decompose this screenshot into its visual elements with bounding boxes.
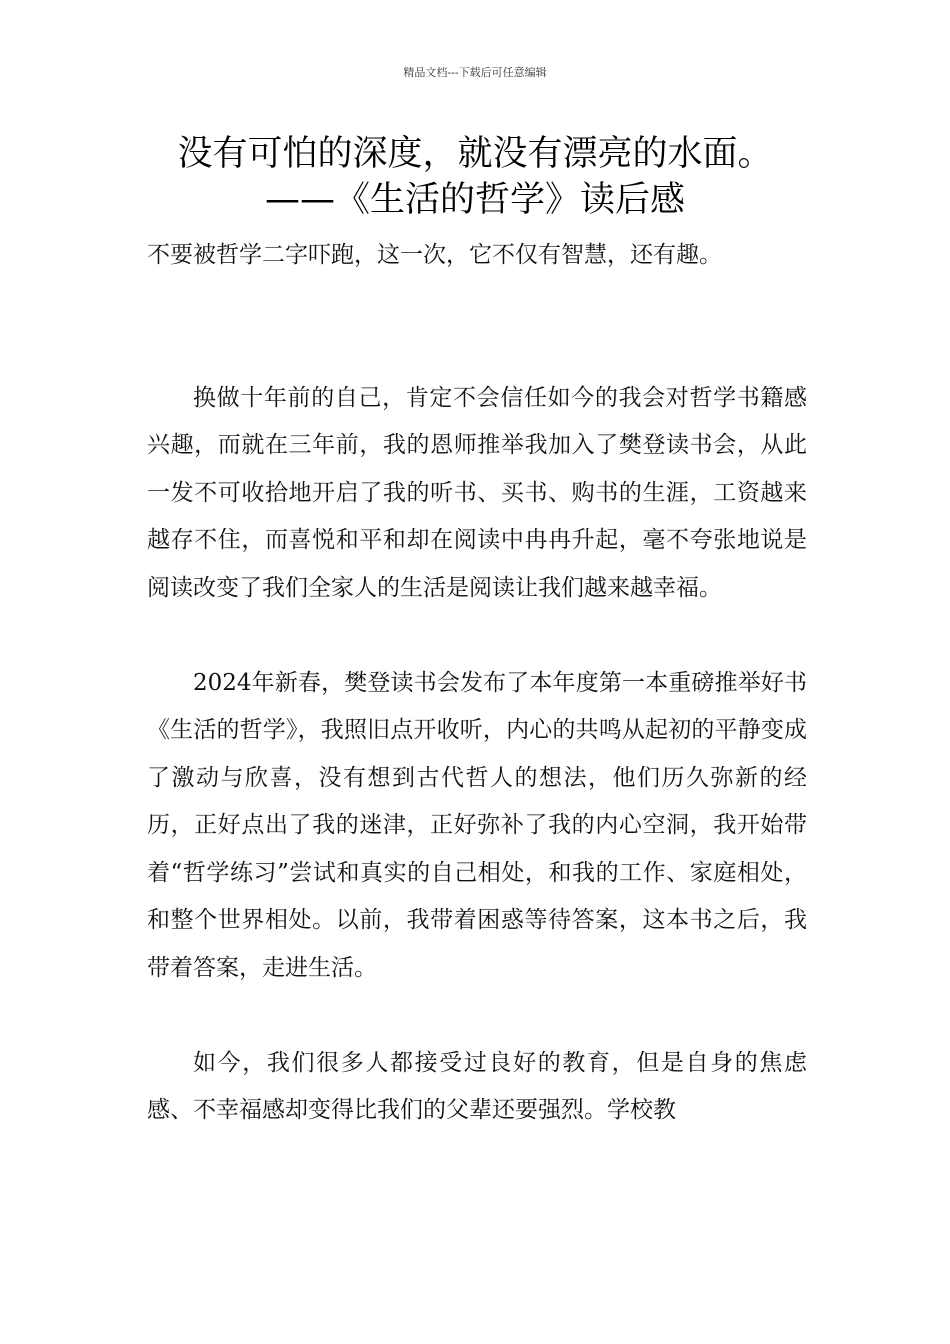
paragraph-3: 如今，我们很多人都接受过良好的教育，但是自身的焦虑感、不幸福感却变得比我们的父辈还要强烈。学校教: [147, 1049, 807, 1123]
paragraph-gap: [147, 327, 807, 375]
paragraph-gap: [147, 992, 807, 1040]
paragraph-gap: [147, 280, 807, 328]
body-content: [147, 232, 807, 1135]
title-line-2: ——《生活的哲学》读后感: [264, 180, 685, 220]
header-note: 精品文档---下载后可任意编辑: [403, 66, 547, 79]
paragraph-gap: [147, 612, 807, 660]
paragraph-intro: 不要被哲学二字吓跑，这一次，它不仅有智慧，还有趣。: [147, 242, 722, 268]
title-line-1: 没有可怕的深度，就没有漂亮的水面。: [177, 134, 773, 174]
paragraph-2: 2024年新春，樊登读书会发布了本年度第一本重磅推举好书《生活的哲学》，我照旧点开收听，内心的共鸣从起初的平静变成了激动与欣喜，没有想到古代哲人的想法，他们历久弥新的经历，正好点出了我的迷津，正好弥补了我的内心空洞，我开始带着“哲学练习”尝试和真实的自己相处，和我的工作、家庭相处，和整个世界相处。以前，我带着困惑等待答案，这本书之后，我带着答案，走进生活。: [147, 669, 807, 981]
paragraph-1: 换做十年前的自己，肯定不会信任如今的我会对哲学书籍感兴趣，而就在三年前，我的恩师推举我加入了樊登读书会，从此一发不可收拾地开启了我的听书、买书、购书的生涯，工资越来越存不住，而喜悦和平和却在阅读中冉冉升起，毫不夸张地说是阅读改变了我们全家人的生活是阅读让我们越来越幸福。: [147, 384, 807, 601]
